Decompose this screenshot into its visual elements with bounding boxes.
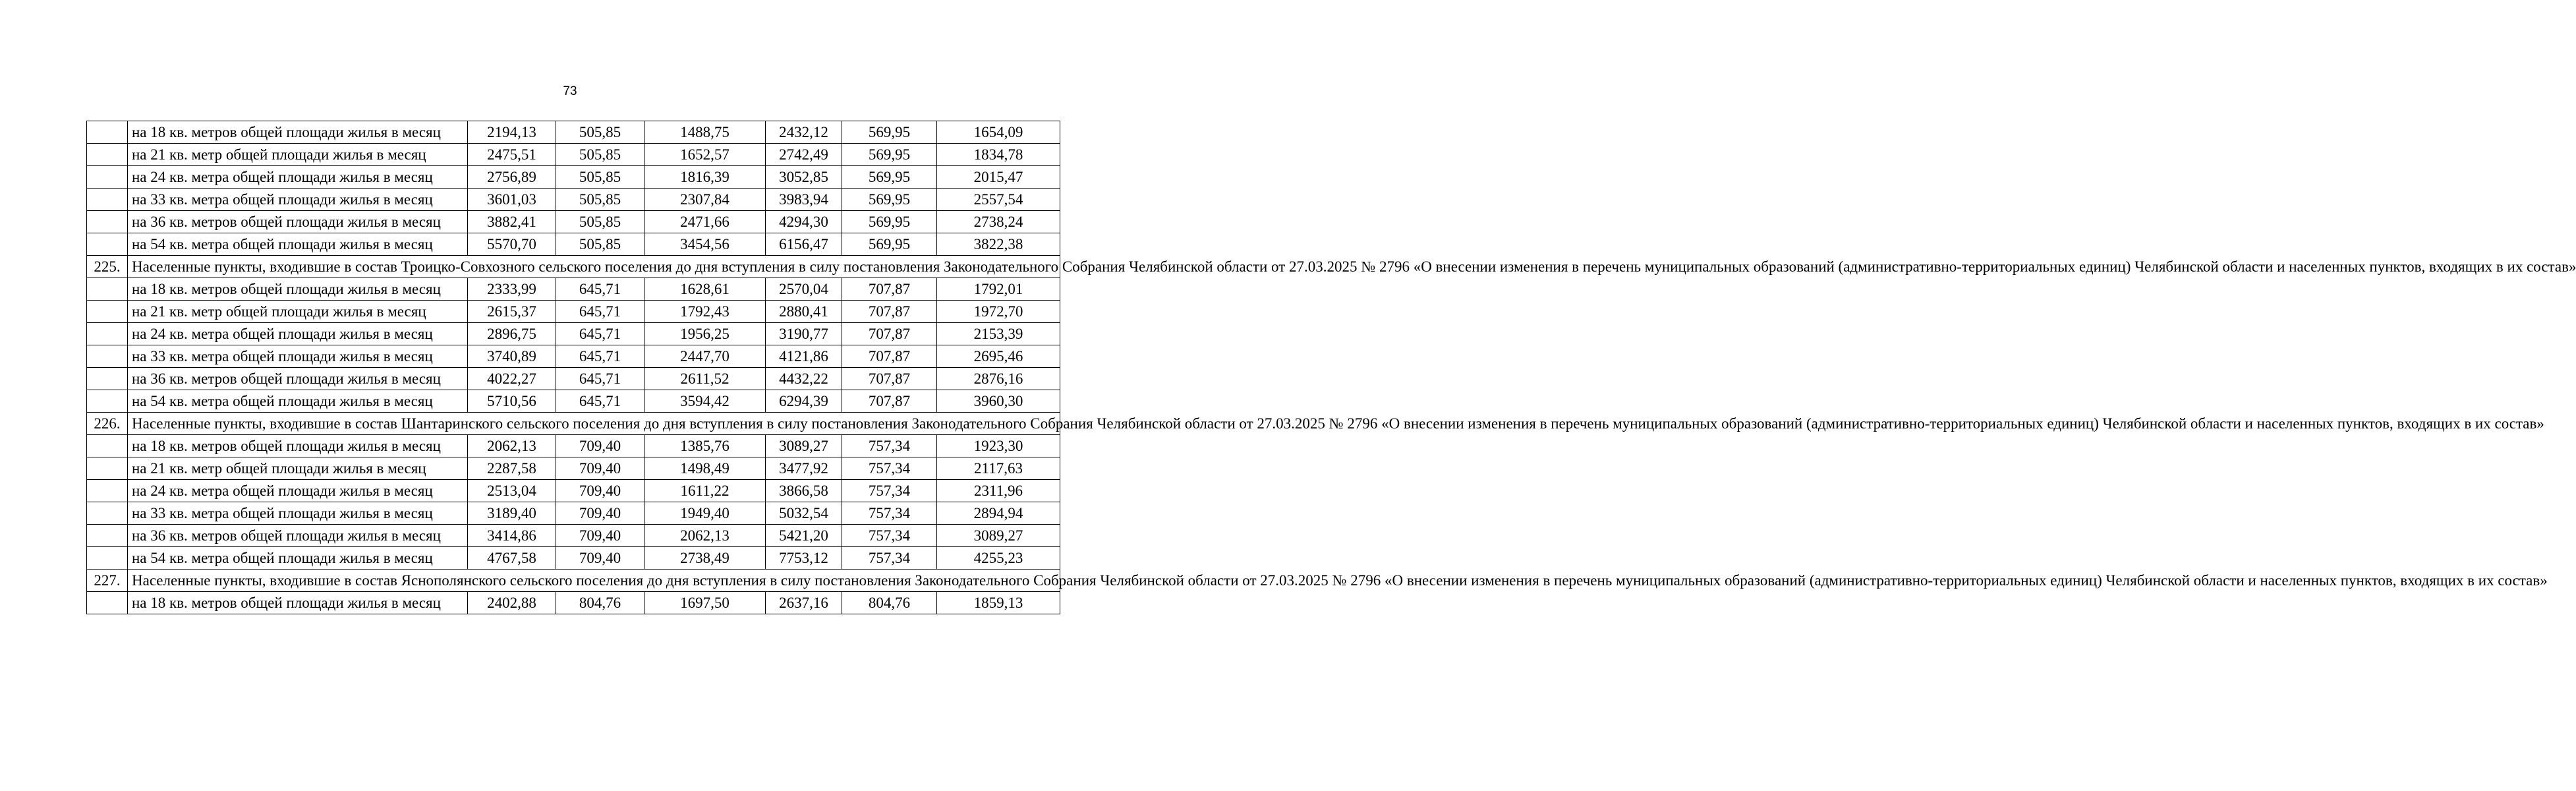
value-cell: 569,95 (842, 211, 937, 233)
value-cell: 1385,76 (644, 435, 766, 457)
row-number-cell (87, 457, 128, 480)
value-cell: 2695,46 (937, 345, 1060, 368)
row-label: на 21 кв. метр общей площади жилья в месяц (128, 301, 468, 323)
row-number-cell (87, 480, 128, 502)
table-row (87, 121, 1060, 144)
value-cell: 645,71 (556, 278, 644, 301)
value-cell: 2475,51 (468, 144, 556, 166)
value-cell: 5421,20 (766, 525, 842, 547)
value-cell: 1949,40 (644, 502, 766, 525)
row-label: на 21 кв. метр общей площади жилья в месяц (128, 144, 468, 166)
value-cell: 569,95 (842, 166, 937, 189)
value-cell: 2876,16 (937, 368, 1060, 390)
value-cell: 757,34 (842, 480, 937, 502)
value-cell: 3454,56 (644, 233, 766, 256)
value-cell: 4022,27 (468, 368, 556, 390)
row-number-cell (87, 278, 128, 301)
value-cell: 3882,41 (468, 211, 556, 233)
row-label: на 24 кв. метра общей площади жилья в месяц (128, 480, 468, 502)
value-cell: 505,85 (556, 211, 644, 233)
table-row (87, 345, 1060, 368)
value-cell: 505,85 (556, 166, 644, 189)
value-cell: 645,71 (556, 301, 644, 323)
row-label: на 33 кв. метра общей площади жилья в месяц (128, 502, 468, 525)
value-cell: 4294,30 (766, 211, 842, 233)
row-number-cell (87, 592, 128, 614)
row-label: на 36 кв. метров общей площади жилья в месяц (128, 525, 468, 547)
row-label: на 24 кв. метра общей площади жилья в месяц (128, 323, 468, 345)
table-row (87, 278, 1060, 301)
value-cell: 757,34 (842, 525, 937, 547)
value-cell: 1923,30 (937, 435, 1060, 457)
value-cell: 2557,54 (937, 189, 1060, 211)
value-cell: 2153,39 (937, 323, 1060, 345)
group-number: 225. (87, 256, 128, 278)
table-row (87, 547, 1060, 570)
row-number-cell (87, 301, 128, 323)
value-cell: 5570,70 (468, 233, 556, 256)
value-cell: 3089,27 (937, 525, 1060, 547)
value-cell: 707,87 (842, 323, 937, 345)
value-cell: 2742,49 (766, 144, 842, 166)
value-cell: 1611,22 (644, 480, 766, 502)
value-cell: 709,40 (556, 480, 644, 502)
value-cell: 3601,03 (468, 189, 556, 211)
value-cell: 2611,52 (644, 368, 766, 390)
table-row (87, 166, 1060, 189)
row-label: на 54 кв. метра общей площади жилья в месяц (128, 547, 468, 570)
value-cell: 6156,47 (766, 233, 842, 256)
group-header-row (87, 413, 1060, 435)
table-row (87, 323, 1060, 345)
value-cell: 1488,75 (644, 121, 766, 144)
value-cell: 1816,39 (644, 166, 766, 189)
row-number-cell (87, 435, 128, 457)
value-cell: 2637,16 (766, 592, 842, 614)
value-cell: 2738,49 (644, 547, 766, 570)
value-cell: 707,87 (842, 278, 937, 301)
row-label: на 33 кв. метра общей площади жилья в месяц (128, 345, 468, 368)
table-row (87, 435, 1060, 457)
row-label: на 18 кв. метров общей площади жилья в месяц (128, 435, 468, 457)
value-cell: 4121,86 (766, 345, 842, 368)
table-row (87, 502, 1060, 525)
row-number-cell (87, 189, 128, 211)
value-cell: 645,71 (556, 390, 644, 413)
table-row (87, 368, 1060, 390)
value-cell: 3740,89 (468, 345, 556, 368)
value-cell: 2447,70 (644, 345, 766, 368)
table-row (87, 457, 1060, 480)
value-cell: 2307,84 (644, 189, 766, 211)
row-label: на 33 кв. метра общей площади жилья в месяц (128, 189, 468, 211)
row-number-cell (87, 166, 128, 189)
table-row (87, 480, 1060, 502)
value-cell: 709,40 (556, 435, 644, 457)
value-cell: 3190,77 (766, 323, 842, 345)
value-cell: 2738,24 (937, 211, 1060, 233)
value-cell: 3866,58 (766, 480, 842, 502)
value-cell: 569,95 (842, 144, 937, 166)
value-cell: 4432,22 (766, 368, 842, 390)
value-cell: 2471,66 (644, 211, 766, 233)
row-label: на 36 кв. метров общей площади жилья в месяц (128, 211, 468, 233)
value-cell: 757,34 (842, 547, 937, 570)
value-cell: 2880,41 (766, 301, 842, 323)
value-cell: 1834,78 (937, 144, 1060, 166)
value-cell: 1956,25 (644, 323, 766, 345)
row-number-cell (87, 502, 128, 525)
value-cell: 707,87 (842, 301, 937, 323)
value-cell: 2287,58 (468, 457, 556, 480)
value-cell: 1972,70 (937, 301, 1060, 323)
value-cell: 709,40 (556, 502, 644, 525)
value-cell: 709,40 (556, 547, 644, 570)
table-row (87, 390, 1060, 413)
row-number-cell (87, 233, 128, 256)
value-cell: 2432,12 (766, 121, 842, 144)
value-cell: 2311,96 (937, 480, 1060, 502)
value-cell: 1652,57 (644, 144, 766, 166)
row-number-cell (87, 323, 128, 345)
row-number-cell (87, 144, 128, 166)
group-number: 227. (87, 570, 128, 592)
group-description: Населенные пункты, входившие в состав Троицко-Совхозного сельского поселения до дня вступления в силу постановления Законодательного Собрания Челябинской области от 27.03.2025 № 2796 «О внесении изменения в перечень муниципальных образований (административно-территориальных единиц) Челябинской области и населенных пунктов, входящих в их состав» (128, 256, 1060, 278)
table-row (87, 525, 1060, 547)
value-cell: 505,85 (556, 189, 644, 211)
value-cell: 2333,99 (468, 278, 556, 301)
value-cell: 3477,92 (766, 457, 842, 480)
value-cell: 2756,89 (468, 166, 556, 189)
group-number: 226. (87, 413, 128, 435)
value-cell: 645,71 (556, 323, 644, 345)
table-row (87, 144, 1060, 166)
value-cell: 757,34 (842, 457, 937, 480)
value-cell: 3594,42 (644, 390, 766, 413)
value-cell: 3052,85 (766, 166, 842, 189)
value-cell: 1628,61 (644, 278, 766, 301)
row-number-cell (87, 211, 128, 233)
row-number-cell (87, 390, 128, 413)
row-label: на 24 кв. метра общей площади жилья в месяц (128, 166, 468, 189)
value-cell: 707,87 (842, 345, 937, 368)
value-cell: 1792,43 (644, 301, 766, 323)
value-cell: 2615,37 (468, 301, 556, 323)
row-label: на 18 кв. метров общей площади жилья в месяц (128, 278, 468, 301)
tariff-table (86, 121, 2576, 614)
value-cell: 7753,12 (766, 547, 842, 570)
group-header-row (87, 570, 1060, 592)
value-cell: 3983,94 (766, 189, 842, 211)
value-cell: 1654,09 (937, 121, 1060, 144)
value-cell: 2896,75 (468, 323, 556, 345)
value-cell: 2194,13 (468, 121, 556, 144)
table-row (87, 211, 1060, 233)
value-cell: 3822,38 (937, 233, 1060, 256)
value-cell: 5032,54 (766, 502, 842, 525)
value-cell: 709,40 (556, 457, 644, 480)
value-cell: 2015,47 (937, 166, 1060, 189)
value-cell: 505,85 (556, 233, 644, 256)
row-number-cell (87, 345, 128, 368)
value-cell: 804,76 (842, 592, 937, 614)
group-header-row (87, 256, 1060, 278)
value-cell: 1697,50 (644, 592, 766, 614)
row-number-cell (87, 121, 128, 144)
row-label: на 36 кв. метров общей площади жилья в месяц (128, 368, 468, 390)
value-cell: 645,71 (556, 368, 644, 390)
row-label: на 54 кв. метра общей площади жилья в месяц (128, 233, 468, 256)
value-cell: 505,85 (556, 121, 644, 144)
value-cell: 707,87 (842, 390, 937, 413)
value-cell: 3414,86 (468, 525, 556, 547)
group-description: Населенные пункты, входившие в состав Шантаринского сельского поселения до дня вступления в силу постановления Законодательного Собрания Челябинской области от 27.03.2025 № 2796 «О внесении изменения в перечень муниципальных образований (административно-территориальных единиц) Челябинской области и населенных пунктов, входящих в их состав» (128, 413, 1060, 435)
row-number-cell (87, 547, 128, 570)
value-cell: 4255,23 (937, 547, 1060, 570)
value-cell: 709,40 (556, 525, 644, 547)
value-cell: 645,71 (556, 345, 644, 368)
row-label: на 18 кв. метров общей площади жилья в месяц (128, 121, 468, 144)
value-cell: 3189,40 (468, 502, 556, 525)
value-cell: 569,95 (842, 189, 937, 211)
table-body (87, 121, 2576, 614)
value-cell: 569,95 (842, 233, 937, 256)
table-row (87, 233, 1060, 256)
row-label: на 18 кв. метров общей площади жилья в месяц (128, 592, 468, 614)
value-cell: 6294,39 (766, 390, 842, 413)
value-cell: 757,34 (842, 502, 937, 525)
value-cell: 757,34 (842, 435, 937, 457)
row-number-cell (87, 525, 128, 547)
value-cell: 1792,01 (937, 278, 1060, 301)
row-label: на 54 кв. метра общей площади жилья в месяц (128, 390, 468, 413)
page-number: 73 (563, 84, 577, 98)
value-cell: 2894,94 (937, 502, 1060, 525)
group-description: Населенные пункты, входившие в состав Яснополянского сельского поселения до дня вступления в силу постановления Законодательного Собрания Челябинской области от 27.03.2025 № 2796 «О внесении изменения в перечень муниципальных образований (административно-территориальных единиц) Челябинской области и населенных пунктов, входящих в их состав» (128, 570, 1060, 592)
value-cell: 1859,13 (937, 592, 1060, 614)
value-cell: 2117,63 (937, 457, 1060, 480)
table-row (87, 189, 1060, 211)
table-row (87, 301, 1060, 323)
value-cell: 3960,30 (937, 390, 1060, 413)
value-cell: 569,95 (842, 121, 937, 144)
value-cell: 2062,13 (644, 525, 766, 547)
row-label: на 21 кв. метр общей площади жилья в месяц (128, 457, 468, 480)
value-cell: 505,85 (556, 144, 644, 166)
value-cell: 2062,13 (468, 435, 556, 457)
value-cell: 2513,04 (468, 480, 556, 502)
table-row (87, 592, 1060, 614)
value-cell: 1498,49 (644, 457, 766, 480)
value-cell: 5710,56 (468, 390, 556, 413)
value-cell: 2402,88 (468, 592, 556, 614)
value-cell: 707,87 (842, 368, 937, 390)
value-cell: 3089,27 (766, 435, 842, 457)
value-cell: 2570,04 (766, 278, 842, 301)
value-cell: 4767,58 (468, 547, 556, 570)
row-number-cell (87, 368, 128, 390)
value-cell: 804,76 (556, 592, 644, 614)
